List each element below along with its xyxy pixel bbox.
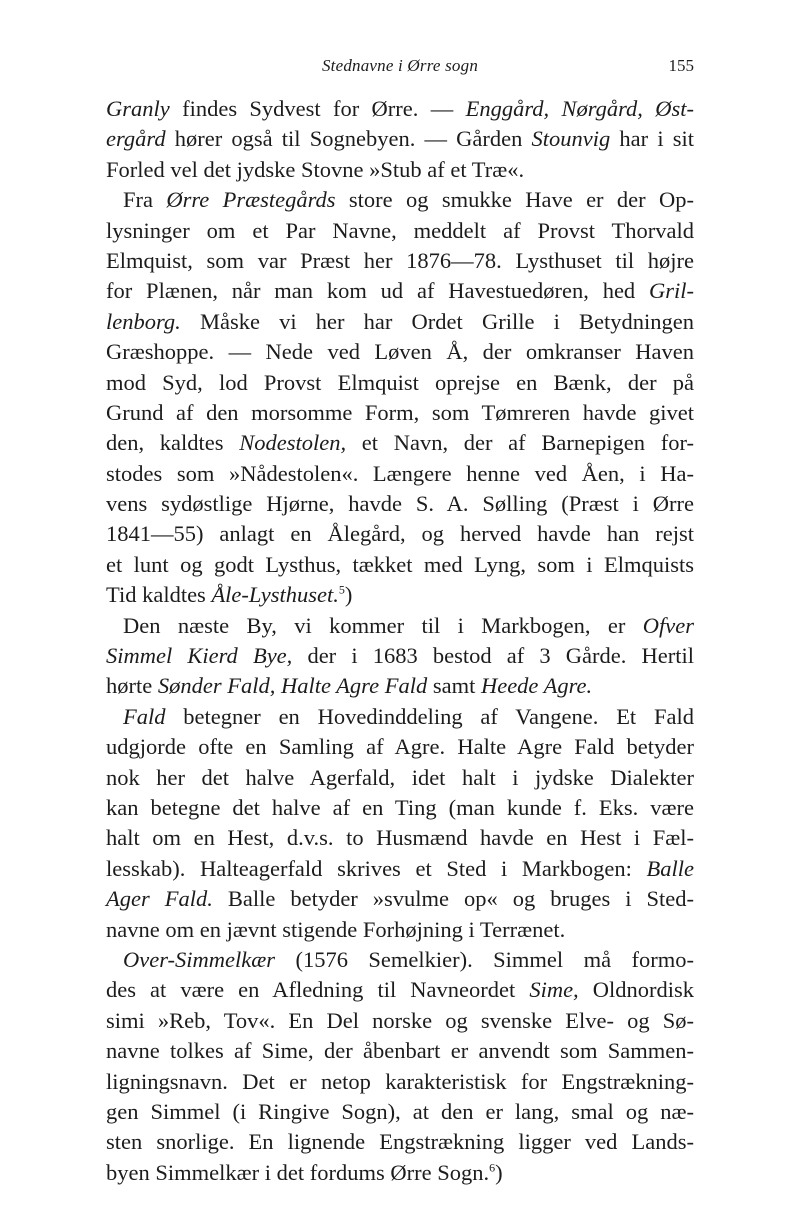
text-run: kan betegne det halve af en Ting (man kunde f. Eks. være [106,794,694,820]
text-run: udgjorde ofte en Samling af Agre. Halte Agre Fald betyder [106,734,694,760]
page-number: 155 [668,56,694,75]
text-line [106,1097,694,1127]
text-line [106,155,694,185]
text-line [106,732,694,762]
italic-text: Simmel Kierd Bye, [106,643,293,669]
text-line [106,1158,694,1188]
text-line [106,307,694,337]
text-run: lysninger om et Par Navne, meddelt af Provst Thorvald [106,217,694,243]
text-run: simi »Reb, Tov«. En Del norske og svenske Elve- og Sø- [106,1007,694,1033]
text-run: mod Syd, lod Provst Elmquist oprejse en Bænk, der på [106,369,694,395]
text-run: betegner en Hovedinddeling af Vangene. Et Fald [165,703,694,729]
text-line [106,550,694,580]
text-line [106,641,694,671]
text-line [106,702,694,732]
italic-text: Ofver [642,612,694,638]
text-run: Elmquist, som var Præst her 1876—78. Lysthuset til højre [106,247,694,273]
running-title: Stednavne i Ørre sogn [321,56,479,75]
text-line [106,763,694,793]
italic-text: Enggård, Nørgård, Øst- [465,96,695,121]
italic-text: Heede Agre. [480,673,593,699]
italic-text: Fald [123,703,166,729]
italic-text: Stounvig [531,126,611,152]
text-line [106,246,694,276]
text-run: et Navn, der af Barnepigen for- [346,430,695,456]
italic-text: Nodestolen, [239,430,347,456]
text-run: byen Simmelkær i det fordums Ørre Sogn. [106,1159,490,1185]
text-run: hører også til Sognebyen. — Gården [165,126,532,152]
text-run: findes Sydvest for Ørre. — [169,96,466,121]
text-run: et lunt og godt Lysthus, tækket med Lyng, som i Elmquists [106,551,694,577]
text-run: Grund af den morsomme Form, som Tømreren havde givet [106,399,694,425]
text-line [106,94,694,124]
text-run: Balle betyder »svulme op« og bruges i Sted- [212,886,694,912]
text-run: navne om en jævnt stigende Forhøjning i Terrænet. [106,916,566,942]
text-line [106,459,694,489]
italic-text: Åle-Lysthuset. [211,582,339,608]
footnote-marker: 5 [338,582,345,597]
text-line [106,185,694,215]
italic-text: Ørre Præstegårds [166,187,336,213]
text-line [106,276,694,306]
text-run: des at være en Afledning til Navneordet [106,977,530,1003]
text-run: Tid kaldtes [106,582,212,608]
italic-text: Over-Simmelkær [123,946,276,972]
text-run: store og smukke Have er der Op- [335,187,694,213]
text-run: Fra [123,187,167,213]
text-line [106,975,694,1005]
text-line [106,945,694,975]
text-run: samt [427,673,481,699]
text-run: sten snorlige. En lignende Engstrækning ligger ved Lands- [106,1129,694,1155]
text-run: for Plænen, når man kom ud af Havestuedøren, hed [106,278,649,304]
text-run: Græshoppe. — Nede ved Løven Å, der omkranser Haven [106,339,694,365]
text-run: Måske vi her har Ordet Grille i Betydningen [180,308,694,334]
text-run: vens sydøstlige Hjørne, havde S. A. Sølling (Præst i Ørre [106,491,694,517]
text-run: (1576 Semelkier). Simmel må formo- [275,946,694,972]
running-head [106,56,694,82]
text-run: stodes som »Nådestolen«. Længere henne ved Åen, i Ha- [106,460,694,486]
text-run: Oldnordisk [578,977,694,1003]
text-run: hørte [106,673,158,699]
text-run: har i sit [610,126,694,152]
text-run: navne tolkes af Sime, der åbenbart er anvendt som Sammen- [106,1038,694,1064]
text-run: lesskab). Halteagerfald skrives et Sted i Markbogen: [106,855,647,881]
text-line [106,1067,694,1097]
italic-text: ergård [106,126,166,152]
text-line [106,1127,694,1157]
text-run: nok her det halve Agerfald, idet halt i jydske Dialekter [106,764,694,790]
text-line [106,337,694,367]
italic-text: Balle [646,855,694,881]
text-line [106,368,694,398]
text-line [106,611,694,641]
text-line [106,124,694,154]
text-line [106,854,694,884]
text-line [106,1036,694,1066]
text-line [106,793,694,823]
text-line [106,671,694,701]
text-run: gen Simmel (i Ringive Sogn), at den er lang, smal og næ- [106,1098,694,1124]
italic-text: Granly [106,96,170,121]
italic-text: lenborg. [106,308,181,334]
italic-text: Sønder Fald, Halte Agre Fald [157,673,428,699]
italic-text: Sime, [529,977,579,1003]
text-run: der i 1683 bestod af 3 Gårde. Hertil [292,643,694,669]
italic-text: Ager Fald. [106,886,213,912]
text-line [106,398,694,428]
text-line [106,823,694,853]
text-run: Den næste By, vi kommer til i Markbogen, er [123,612,643,638]
text-line [106,216,694,246]
text-run: ) [495,1159,503,1185]
text-run: halt om en Hest, d.v.s. to Husmænd havde en Hest i Fæl- [106,825,694,851]
text-line [106,1006,694,1036]
body-text [106,94,694,1188]
text-run: den, kaldtes [106,430,240,456]
footnote-marker: 6 [489,1160,496,1175]
text-run: ligningsnavn. Det er netop karakteristisk for Engstrækning- [106,1068,694,1094]
text-line [106,580,694,610]
text-line [106,489,694,519]
text-run: Forled vel det jydske Stovne »Stub af et Træ«. [106,156,525,182]
text-run: 1841—55) anlagt en Ålegård, og herved havde han rejst [106,521,694,547]
text-line [106,915,694,945]
text-line [106,519,694,549]
text-run: ) [344,582,353,608]
italic-text: Gril- [649,278,694,304]
text-line [106,884,694,914]
text-line [106,428,694,458]
